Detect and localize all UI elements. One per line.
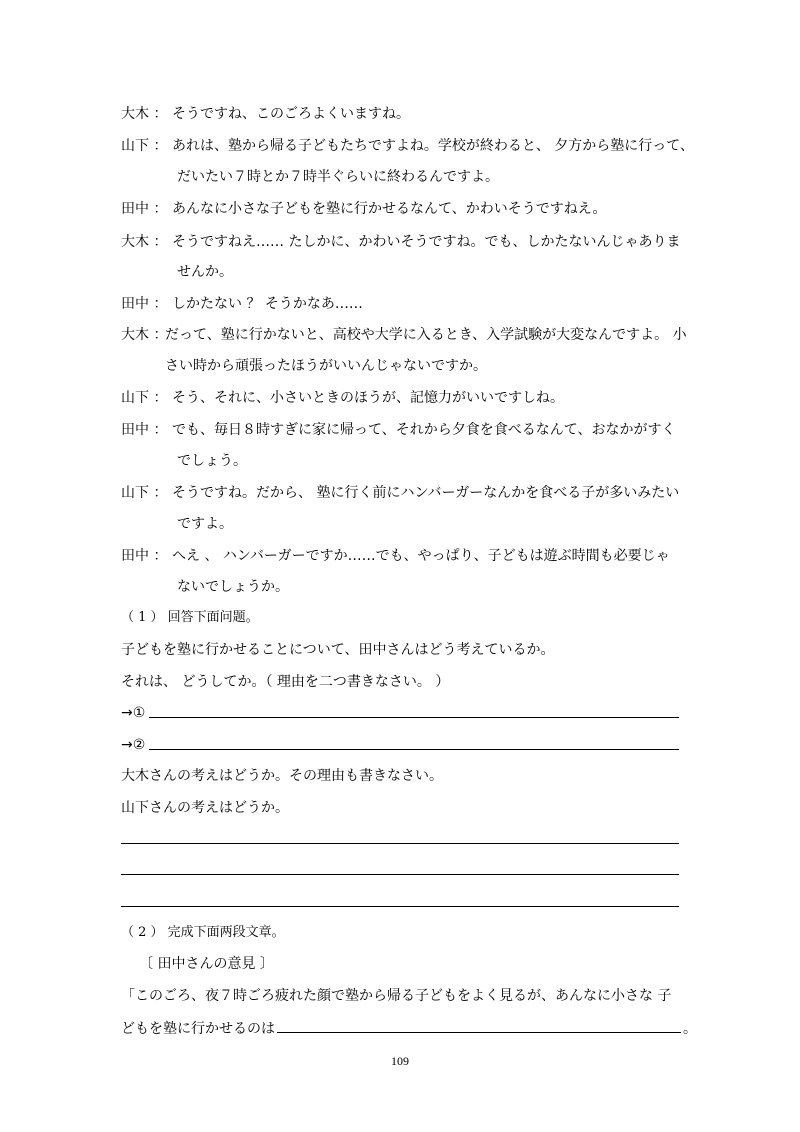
fill-in-sentence-line2 bbox=[121, 1018, 697, 1038]
sentence-end: 。 bbox=[683, 1021, 697, 1037]
dialogue-text: そうですね、このごろよくいますね。 bbox=[172, 106, 410, 122]
answer1-line[interactable] bbox=[149, 717, 679, 718]
dialogue-text: でも、毎日８時すぎに家に帰って、それから夕食を食べるなんて、おなかがすく bbox=[172, 422, 676, 438]
speaker-label: 田中 ： bbox=[121, 296, 168, 312]
dialogue-line bbox=[121, 200, 607, 218]
dialogue-line bbox=[121, 326, 687, 344]
dialogue-line bbox=[121, 484, 679, 502]
answer1-prefix: →① bbox=[121, 705, 146, 721]
dialogue-continuation: でしょう。 bbox=[177, 453, 247, 469]
dialogue-text: そう、それに、小さいときのほうが、記憶力がいいですしね。 bbox=[172, 390, 564, 406]
speaker-label: 田中 ： bbox=[121, 201, 168, 217]
dialogue-text: そうですねえ…… たしかに、かわいそうですね。でも、しかたないんじゃありま bbox=[172, 234, 681, 250]
speaker-label: 大木 ： bbox=[121, 106, 168, 122]
fill-in-sentence-line1: 「このごろ、夜７時ごろ疲れた顔で塾から帰る子どもをよく見るが、あんなに小さな 子 bbox=[121, 988, 672, 1004]
dialogue-continuation: さい時から頑張ったほうがいいんじゃないですか。 bbox=[165, 358, 487, 374]
answer-blank-line[interactable] bbox=[121, 906, 679, 907]
dialogue-text: へえ 、 ハンバーガーですか……でも、やっぱり、子どもは遊ぶ時間も必要じゃ bbox=[172, 548, 670, 564]
speaker-label: 大木 ： bbox=[121, 234, 168, 250]
section1-heading: （ 1 ） 回答下面问题。 bbox=[121, 610, 259, 625]
speaker-label: 田中 ： bbox=[121, 422, 168, 438]
dialogue-text: だって、塾に行かないと、高校や大学に入るとき、入学試験が大変なんですよ。 小 bbox=[165, 327, 687, 343]
dialogue-line bbox=[121, 105, 410, 123]
dialogue-line bbox=[121, 233, 680, 251]
dialogue-continuation: ですよ。 bbox=[177, 516, 233, 532]
dialogue-line bbox=[121, 295, 363, 313]
dialogue-continuation: だいたい７時とか７時半ぐらいに終わるんですよ。 bbox=[177, 169, 499, 185]
page-number: 109 bbox=[391, 1054, 409, 1068]
dialogue-continuation: せんか。 bbox=[177, 264, 233, 280]
answer2-prefix: →② bbox=[121, 737, 146, 753]
answer2-line[interactable] bbox=[149, 749, 679, 750]
speaker-label: 山下 ： bbox=[121, 138, 168, 154]
answer-blank-line[interactable] bbox=[121, 843, 679, 844]
sentence-start: どもを塾に行かせるのは bbox=[121, 1021, 275, 1037]
dialogue-text: そうですね。だから、 塾に行く前にハンバーガーなんかを食べる子が多いみたい bbox=[172, 485, 680, 501]
dialogue-line bbox=[121, 421, 675, 439]
dialogue-line bbox=[121, 389, 564, 407]
dialogue-text: あれは、塾から帰る子どもたちですよね。学校が終わると、 夕方から塾に行って、 bbox=[172, 138, 695, 154]
dialogue-continuation: ないでしょうか。 bbox=[177, 579, 289, 595]
question-1: 子どもを塾に行かせることについて、田中さんはどう考えているか。 bbox=[121, 642, 555, 658]
dialogue-line bbox=[121, 547, 670, 565]
dialogue-text: しかたない ？ そうかなあ…… bbox=[172, 296, 363, 312]
section2-subheading: 〔 田中さんの意見 〕 bbox=[139, 956, 274, 972]
question-3: 大木さんの考えはどうか。その理由も書きなさい。 bbox=[121, 768, 443, 784]
fill-in-blank[interactable] bbox=[277, 1018, 681, 1033]
speaker-label: 大木 ： bbox=[121, 327, 168, 343]
speaker-label: 田中 ： bbox=[121, 548, 168, 564]
dialogue-text: あんなに小さな子どもを塾に行かせるなんて、かわいそうですねえ。 bbox=[172, 201, 607, 217]
section2-heading: （ 2 ） 完成下面两段文章。 bbox=[121, 925, 285, 940]
question-4: 山下さんの考えはどうか。 bbox=[121, 800, 289, 816]
speaker-label: 山下 ： bbox=[121, 485, 168, 501]
answer-blank-line[interactable] bbox=[121, 874, 679, 875]
question-2: それは、 どうしてか。（ 理由を二つ書きなさい。 ） bbox=[121, 674, 450, 690]
speaker-label: 山下 ： bbox=[121, 390, 168, 406]
dialogue-line bbox=[121, 137, 694, 155]
